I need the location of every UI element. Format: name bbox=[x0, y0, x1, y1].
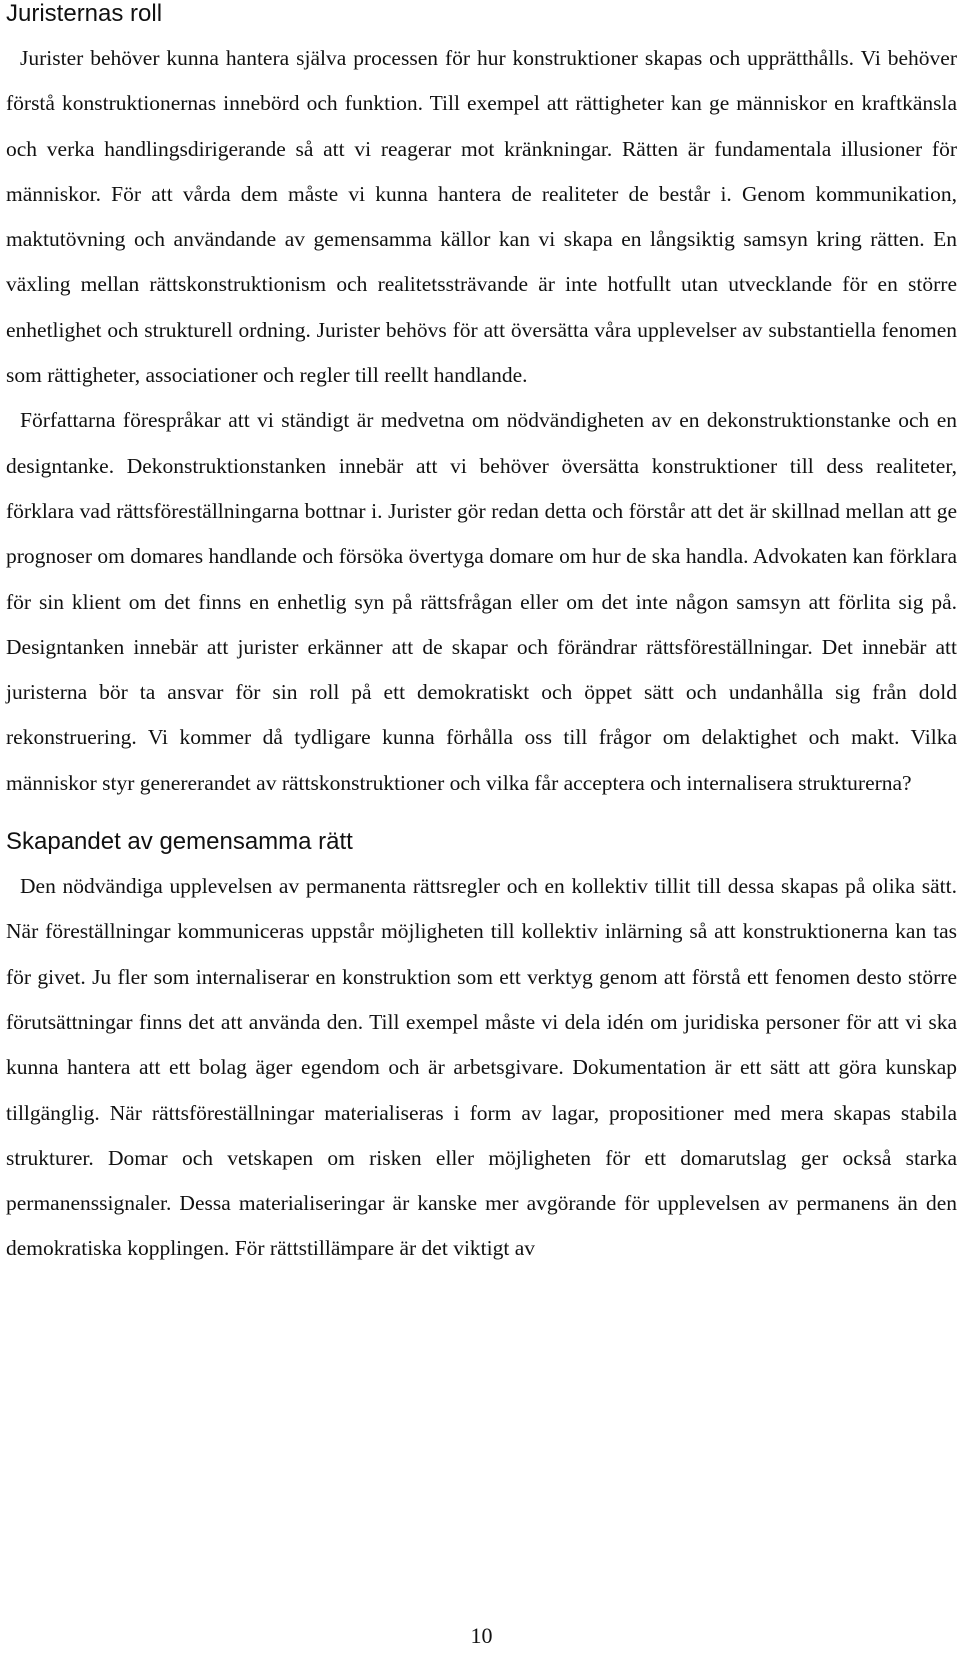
section-heading-skapandet: Skapandet av gemensamma rätt bbox=[6, 828, 353, 856]
paragraph: Författarna förespråkar att vi ständigt är medvetna om nödvändigheten av en dekonstruktionstanke och en designtanke. Dekonstruktionstanken innebär att vi behöver översätta konstruktioner till dess realiteter, förklara vad rättsföreställningarna bottnar i. Jurister gör redan detta och förstår att det är skillnad mellan att ge prognoser om domares handlande och försöka övertyga domare om hur de ska handla. Advokaten kan förklara för sin klient om det finns en enhetlig syn på rättsfrågan eller om det inte någon samsyn att förlita sig på. Designtanken innebär att jurister erkänner att de skapar och förändrar rättsföreställningar. Det innebär att juristerna bör ta ansvar för sin roll på ett demokratiskt och öppet sätt och undanhålla sig från dold rekonstruering. Vi kommer då tydligare kunna förhålla oss till frågor om delaktighet och makt. Vilka människor styr genererandet av rättskonstruktioner och vilka får acceptera och internalisera strukturerna? bbox=[6, 408, 957, 795]
section-heading-juristernas-roll: Juristernas roll bbox=[6, 0, 163, 27]
page-number: 10 bbox=[470, 1623, 493, 1648]
paragraph: Jurister behöver kunna hantera själva processen för hur konstruktioner skapas och upprätthålls. Vi behöver förstå konstruktionernas innebörd och funktion. Till exempel att rättigheter kan ge människor en kraftkänsla och verka handlingsdirigerande så att vi reagerar mot kränkningar. Rätten är fundamentala illusioner för människor. För att vårda dem måste vi kunna hantera de realiteter de består i. Genom kommunikation, maktutövning och användande av gemensamma källor kan vi skapa en långsiktig samsyn kring rätten. En växling mellan rättskonstruktionism och realitetssträvande är inte hotfullt utan utvecklande för en större enhetlighet och strukturell ordning. Jurister behövs för att översätta våra upplevelser av substantiella fenomen som rättigheter, associationer och regler till reellt handlande. bbox=[6, 46, 957, 388]
paragraph: Den nödvändiga upplevelsen av permanenta rättsregler och en kollektiv tillit till dessa skapas på olika sätt. När föreställningar kommuniceras uppstår möjligheten till kollektiv inlärning så att konstruktionerna kan tas för givet. Ju fler som internaliserar en konstruktion som ett verktyg genom att förstå ett fenomen desto större förutsättningar finns det att använda den. Till exempel måste vi dela idén om juridiska personer för att vi ska kunna hantera att ett bolag äger egendom och är arbetsgivare. Dokumentation är ett sätt att göra kunskap tillgänglig. När rättsföreställningar materialiseras i form av lagar, propositioner med mera skapas stabila strukturer. Domar och vetskapen om risken eller möjligheten för ett domarutslag ger också starka permanenssignaler. Dessa materialiseringar är kanske mer avgörande för upplevelsen av permanens än den demokratiska kopplingen. För rättstillämpare är det viktigt av bbox=[6, 874, 957, 1261]
document-page bbox=[6, 0, 957, 1660]
